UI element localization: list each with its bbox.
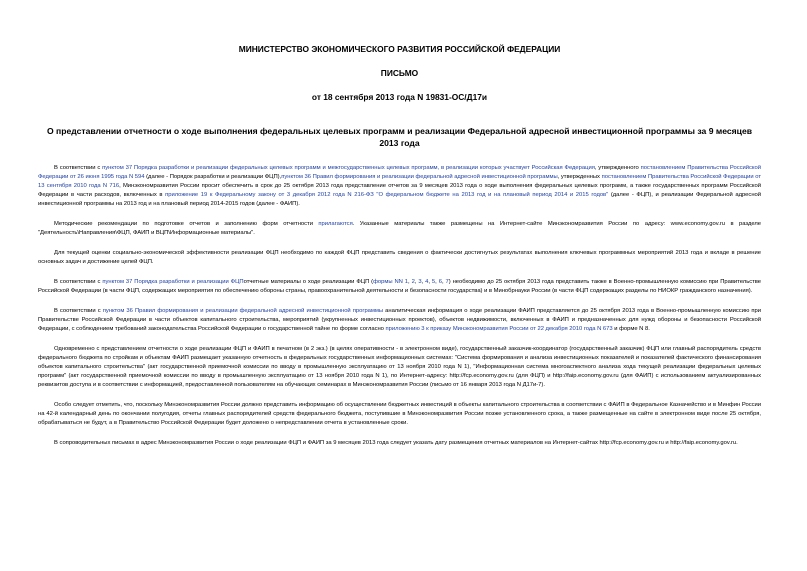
paragraph-text: , Минэкономразвития России просит обеспечить в срок до 25 октября 2013 года представление отчетов за 9 месяцев 2013 года о ходе выполнения федеральных целевых программ, а также государственных программ Российской Федерации в части расходов, включенных в [38, 183, 761, 198]
paragraph-text: , [441, 279, 446, 285]
link-form-3[interactable]: 3 [418, 279, 422, 285]
link-attached[interactable]: прилагаются [318, 221, 353, 227]
paragraph-1 [38, 164, 761, 209]
link-form-2[interactable]: 2 [411, 279, 415, 285]
paragraph-2 [38, 220, 761, 238]
paragraph-text: , [414, 279, 419, 285]
link-form-1[interactable]: формы NN 1 [373, 279, 409, 285]
paragraph-text: , утвержденных [557, 174, 602, 180]
paragraph-text: , [421, 279, 426, 285]
paragraph-5 [38, 307, 761, 334]
paragraph-3: Для текущей оценки социально-экономической эффективности реализации ФЦП необходимо по каждой ФЦП представить сведения о фактически достигнутых результатах выполнения ключевых программных мероприятий 2013 года и вкладе в решение основных задач и достижение целей ФЦП. [38, 250, 761, 265]
paragraph-text: . Указанные материалы также размещены на Интернет-сайте Минэкономразвития России по адресу: www.economy.gov.ru в разделе "Деятельность\Направления\ФЦП, ФАИП и ВЦП\Информационные материалы". [38, 221, 761, 236]
paragraph-text: и форме N 8. [612, 326, 650, 332]
paragraph-text: , [435, 279, 439, 285]
paragraph-text: Методические рекомендации по подготовке отчетов и заполнению форм отчетности [54, 221, 319, 227]
link-item-37-procedure[interactable]: пунктом 37 Порядка разработки и реализации федеральных целевых программ и межгосударственных целевых программ, в реализации которых участвует Российская Федерация [102, 165, 595, 171]
paragraph-text: (далее - Порядок разработки и реализации ФЦП), [144, 174, 282, 180]
link-form-4[interactable]: 4 [425, 279, 429, 285]
paragraph-text: В соответствии с [54, 279, 103, 285]
link-item-36-rules[interactable]: пунктом 36 Правил формирования и реализации федеральной адресной инвестиционной программы [281, 174, 558, 180]
link-resolution-594[interactable]: постановлением Правительства Российской Федерации от 26 июня 1995 года N 594 [38, 165, 761, 180]
link-appendix-19-law-216[interactable]: приложение 19 к Федеральному закону от 3 декабря 2012 года N 216-ФЗ "О федеральном бюджете на 2013 год и на плановый период 2014 и 2015 годов" [165, 192, 609, 198]
paragraph-text: В соответствии с [54, 308, 103, 314]
link-form-6[interactable]: 6 [438, 279, 442, 285]
paragraph-4 [38, 278, 761, 296]
paragraph-7: Особо следует отметить, что, поскольку Минэкономразвития России должно представить информацию об осуществлении бюджетных инвестиций в объекты капитального строительства в соответствии с ФАИП в Федеральное Казначейство и в Минфин России на 42-й календарный день по окончании полугодия, отчеты главных распорядителей средств федерального бюджета, поступившие в Минэкономразвития России позже установленного срока, а также размещенные на сайте в электронном виде после 25 октября, обрабатываться не будут, а в Правительство Российской Федерации будет доложено о непредставлении отчета в установленные сроки. [38, 402, 761, 426]
link-appendix-3-order-673[interactable]: приложению 3 к приказу Минэкономразвития России от 22 декабря 2010 года N 673 [385, 326, 613, 332]
link-resolution-716[interactable]: постановлением Правительства Российской Федерации от 13 сентября 2010 года N 716 [38, 174, 761, 189]
ministry-name: МИНИСТЕРСТВО ЭКОНОМИЧЕСКОГО РАЗВИТИЯ РОССИЙСКОЙ ФЕДЕРАЦИИ [238, 44, 561, 54]
paragraph-text: , утвержденного [594, 165, 641, 171]
link-item-36-faip-rules[interactable]: пунктом 36 Правил формирования и реализации федеральной адресной инвестиционной программы [102, 308, 384, 314]
link-form-7[interactable]: 7 [445, 279, 449, 285]
document-subject: О представлении отчетности о ходе выполнения федеральных целевых программ и реализации Федеральной адресной инвестиционной программы за 9 месяцев 2013 года [46, 126, 753, 148]
paragraph-text: ) необходимо до 25 октября 2013 года представить также в Военно-промышленную комиссию при Правительстве Российской Федерации (в части ФЦП, содержащих мероприятия по обеспечению обороны страны, правоохранительной деятельности и безопасности государства) и в Минобрнауки России (в части ФЦП содержащих разделы по НИОКР гражданского назначения). [38, 279, 762, 294]
paragraph-text: В соответствии с [54, 165, 103, 171]
document-type: ПИСЬМО [380, 68, 419, 78]
link-item-37-fcp[interactable]: пунктом 37 Порядка разработки и реализации ФЦП [102, 279, 244, 285]
paragraph-8: В сопроводительных письмах в адрес Минэкономразвития России о ходе реализации ФЦП и ФАИП за 9 месяцев 2013 года следует указать дату размещения отчетных материалов на Интернет-сайтах http://fcp.economy.gov.ru и http://faip.economy.gov.ru. [54, 440, 738, 446]
link-form-5[interactable]: 5 [431, 279, 436, 285]
paragraph-6: Одновременно с представлением отчетности о ходе реализации ФЦП и ФАИП в печатном (в 2 экз.) (в целях оперативности - в электронном виде), государственный заказчик-координатор (государственный заказчик) ФЦП или главный распорядитель средств федерального бюджета по стройкам и объектам ФАИП размещает указанную отчетность в федеральных государственных информационных системах: "Система формирования и анализа инвестиционных показателей и показателей фактического финансирования объектов капитального строительства" (акт государственной приемочной комиссии по вводу в промышленную эксплуатацию от 13 ноября 2010 года N 1), "Информационная система многоаспектного анализа хода текущей реализации федеральных целевых программ" (акт государственной приемочной комиссии по вводу в промышленную эксплуатацию от 13 ноября 2010 года N 1), по Интернет-адресу: http://fcp.economy.gov.ru (для ФЦП) и http://faip.economy.gov.ru (для ФАИП) с использованием актуализированных реквизитов доступа и в соответствии с информацией, предоставленной пользователям на обучающих семинарах в Минэкономразвития России (письмо от 16 января 2013 года N Д17и-7). [38, 346, 761, 388]
paragraph-text: , [428, 279, 432, 285]
paragraph-text: (далее - ФЦП), и реализации Федеральной адресной инвестиционной программы на 2013 год и на плановый период 2014-2015 годов (далее - ФАИП). [38, 192, 761, 207]
paragraph-text: аналитическая информация о ходе реализации ФАИП представляется до 25 октября 2013 года в Военно-промышленную комиссию при Правительстве Российской Федерации в части объектов капитального строительства, мероприятий (укрупненных инвестиционных проектов), объектов недвижимости, включенных в ФАИП и предназначенных для нужд обороны и безопасности Российской Федерации, с соблюдением требований законодательства Российской Федерации о государственной тайне по форме согласно [38, 308, 761, 332]
document-date-number: от 18 сентября 2013 года N 19831-ОС/Д17и [311, 92, 488, 102]
paragraph-text: , [408, 279, 412, 285]
paragraph-text: отчетные материалы о ходе реализации ФЦП ( [243, 279, 374, 285]
